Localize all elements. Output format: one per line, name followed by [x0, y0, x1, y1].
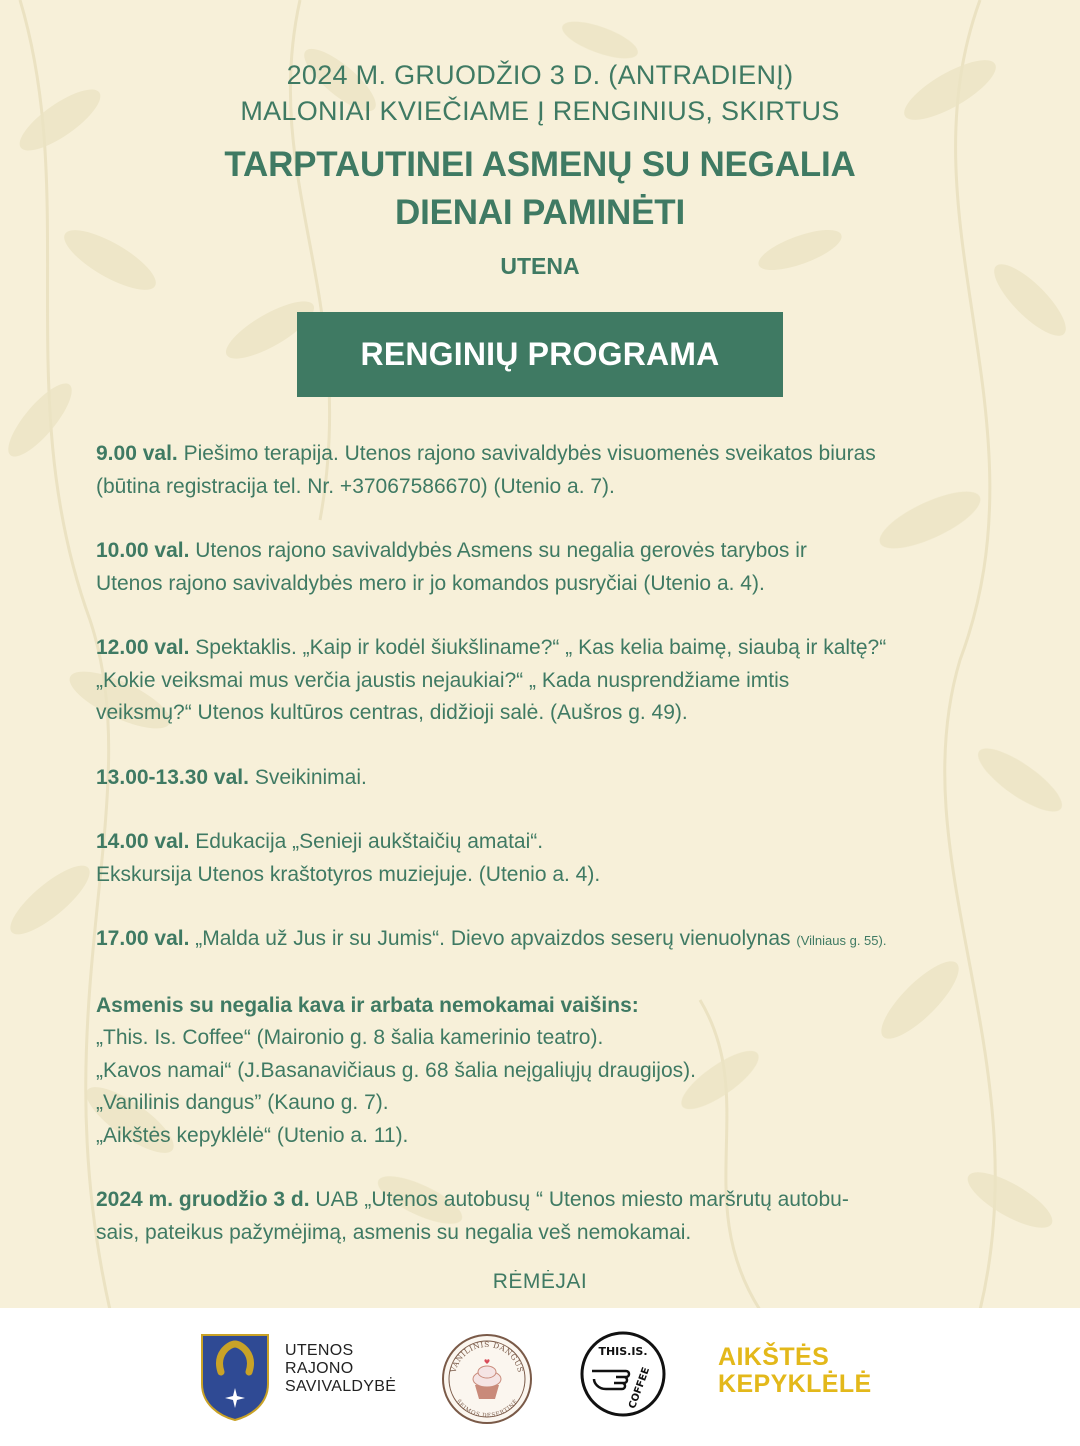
invitation-line: MALONIAI KVIEČIAME Į RENGINIUS, SKIRTUS [240, 96, 840, 126]
schedule-entry [96, 762, 996, 795]
schedule-entry [96, 826, 996, 891]
municipality-logo [199, 1330, 409, 1425]
coffee-item: „This. Is. Coffee“ (Maironio g. 8 šalia kamerinio teatro). [96, 1026, 604, 1049]
coffee-logo-bottom-text: COFFEE [627, 1365, 653, 1411]
vanilla-logo-bottom-text: ŠEIMOS DESERTINĖ [454, 1398, 520, 1420]
vanilinis-dangus-logo [441, 1333, 533, 1425]
schedule-entry [96, 438, 996, 503]
bakery-logo-line: AIKŠTĖS [718, 1343, 830, 1371]
schedule-list [96, 438, 996, 1281]
schedule-entry [96, 923, 996, 958]
schedule-entry [96, 535, 996, 600]
aikstes-kepyklele-logo [718, 1344, 872, 1398]
city-label: UTENA [500, 253, 580, 279]
coffee-block-title: Asmenis su negalia kava ir arbata nemokamai vaišins: [96, 993, 639, 1017]
entry-time: 13.00-13.30 val. [96, 765, 249, 789]
event-title-line2: DIENAI PAMINĖTI [395, 193, 685, 232]
municipality-name-line: RAJONO [285, 1360, 354, 1377]
entry-text: „Malda už Jus ir su Jumis“. Dievo apvaizdos seserų vienuolynas [195, 927, 791, 950]
municipality-name [285, 1342, 396, 1396]
entry-text: Edukacija „Senieji aukštaičių amatai“. [195, 830, 544, 853]
entry-text: (būtina registracija tel. Nr. +37067586670) (Utenio a. 7). [96, 474, 615, 498]
entry-text: Sveikinimai. [254, 765, 367, 789]
coffee-block [96, 990, 996, 1153]
entry-text: Ekskursija Utenos kraštotyros muziejuje. (Utenio a. 4). [96, 862, 601, 886]
sponsors-label: RĖMĖJAI [492, 1270, 588, 1293]
entry-text: „Kokie veiksmai mus verčia jaustis nejaukiai?“ „ Kada nusprendžiame imtis [96, 668, 790, 692]
coffee-logo-top-text: THIS.IS. [598, 1345, 648, 1358]
municipality-name-line: SAVIVALDYBĖ [285, 1378, 397, 1395]
bus-date: 2024 m. gruodžio 3 d. [96, 1188, 310, 1211]
this-is-coffee-logo [580, 1331, 666, 1417]
entry-address-note: (Vilniaus g. 55). [796, 933, 887, 948]
entry-text: Utenos rajono savivaldybės Asmens su negalia gerovės tarybos ir [195, 539, 807, 562]
sponsors-footer [0, 1308, 1080, 1446]
coffee-item: „Vanilinis dangus” (Kauno g. 7). [96, 1091, 389, 1114]
entry-time: 17.00 val. [96, 927, 190, 950]
program-title-banner [297, 312, 783, 397]
entry-time: 12.00 val. [96, 636, 190, 659]
municipality-name-line: UTENOS [285, 1342, 354, 1359]
entry-text: Utenos rajono savivaldybės mero ir jo komandos pusryčiai (Utenio a. 4). [96, 571, 765, 595]
bus-block [96, 1184, 996, 1249]
schedule-entry [96, 632, 996, 730]
bakery-logo-line: KEPYKLĖLĖ [718, 1370, 872, 1398]
event-title-line1: TARPTAUTINEI ASMENŲ SU NEGALIA [224, 145, 856, 184]
bus-text: sais, pateikus pažymėjimą, asmenis su negalia veš nemokamai. [96, 1220, 692, 1244]
bus-text: UAB „Utenos autobusų “ Utenos miesto maršrutų autobu- [315, 1188, 849, 1211]
coat-of-arms-icon [199, 1332, 271, 1422]
program-title: RENGINIŲ PROGRAMA [360, 336, 720, 372]
entry-text: Piešimo terapija. Utenos rajono savivaldybės visuomenės sveikatos biuras [183, 442, 876, 465]
vanilla-logo-top-text: VANILINIS DANGUS [448, 1340, 526, 1374]
event-date-line: 2024 M. GRUODŽIO 3 D. (ANTRADIENĮ) [286, 60, 794, 90]
coffee-item: „Kavos namai“ (J.Basanavičiaus g. 68 šalia neįgaliųjų draugijos). [96, 1058, 696, 1082]
entry-time: 9.00 val. [96, 442, 178, 465]
entry-text: Spektaklis. „Kaip ir kodėl šiukšliname?“ „ Kas kelia baimę, siaubą ir kaltę?“ [195, 636, 887, 659]
entry-text: veiksmų?“ Utenos kultūros centras, didžioji salė. (Aušros g. 49). [96, 701, 688, 724]
entry-time: 14.00 val. [96, 830, 190, 853]
entry-time: 10.00 val. [96, 539, 190, 562]
coffee-item: „Aikštės kepyklėlė“ (Utenio a. 11). [96, 1123, 409, 1147]
